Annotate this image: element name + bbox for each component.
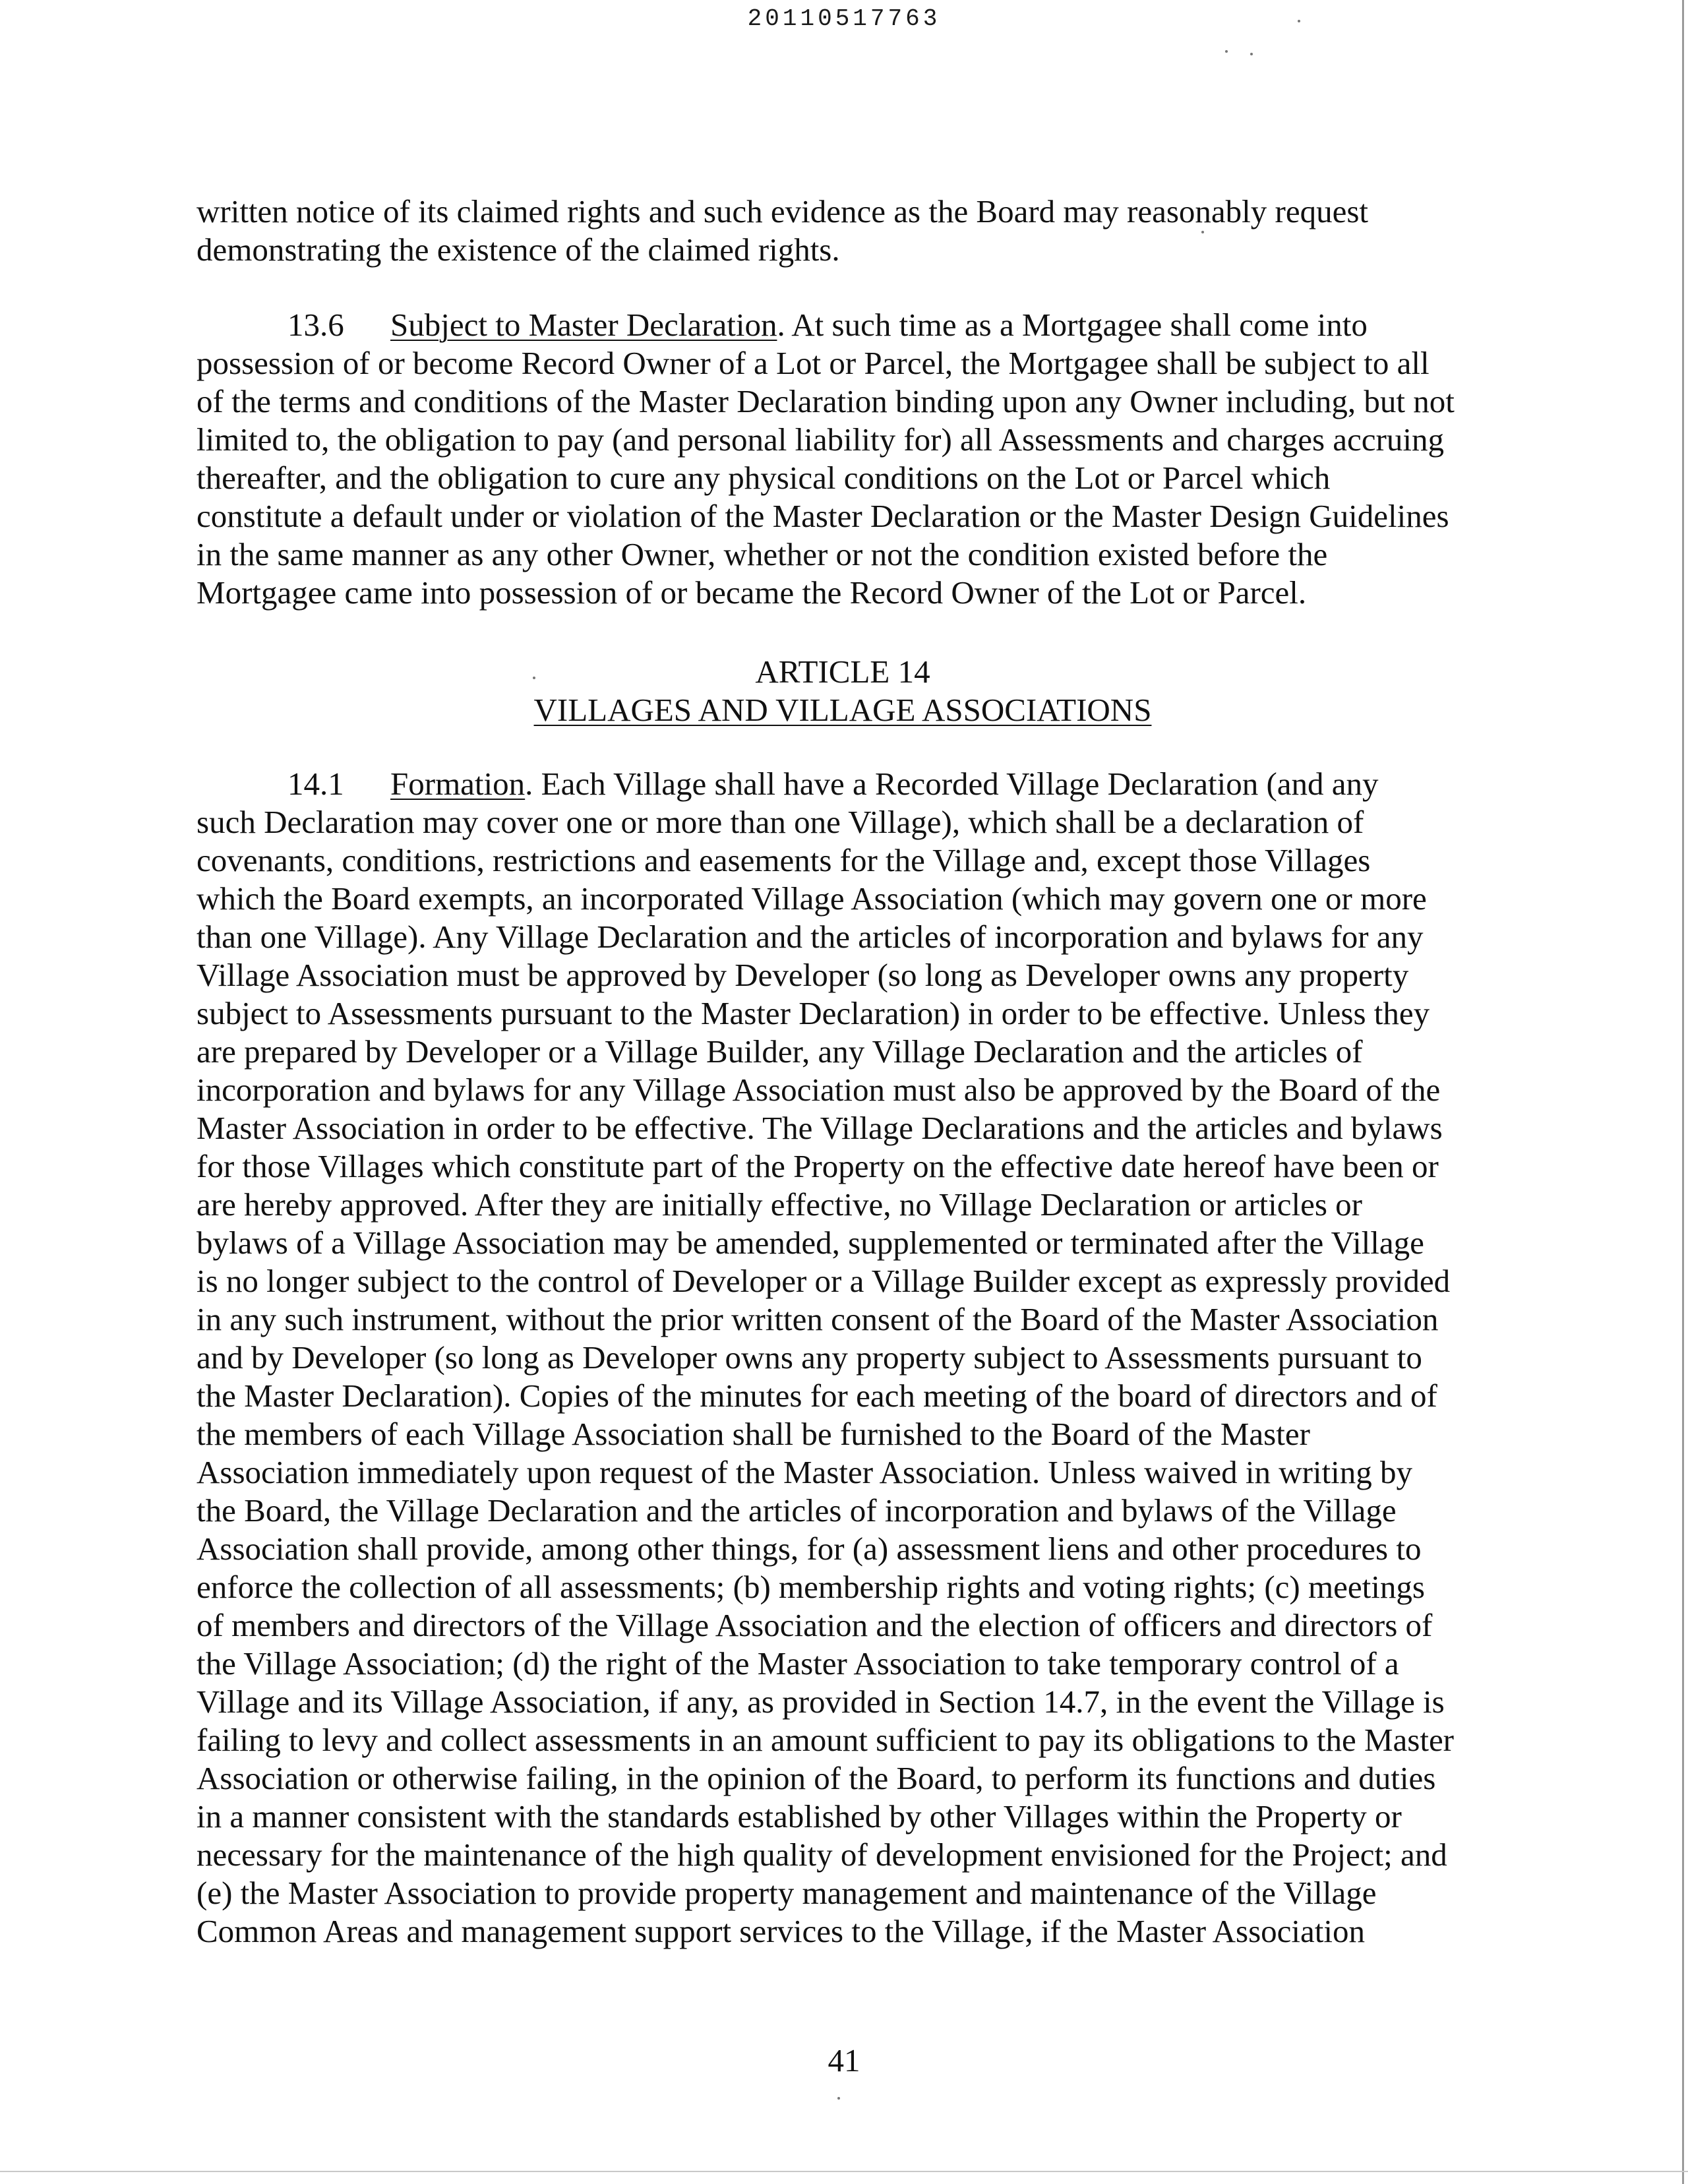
text-line: subject to Assessments pursuant to the Master Declaration) in order to be effective. Unless they (196, 995, 1430, 1031)
text-line: is no longer subject to the control of Developer or a Village Builder except as expressly provided (196, 1263, 1451, 1299)
section-14-1 (196, 765, 1489, 1951)
text-line: possession of or become Record Owner of a Lot or Parcel, the Mortgagee shall be subject to all (196, 345, 1430, 381)
text-line: (e) the Master Association to provide property management and maintenance of the Village (196, 1875, 1377, 1911)
section-number: 13.6 (287, 307, 344, 343)
text-line: of the terms and conditions of the Master Declaration binding upon any Owner including, but not (196, 383, 1455, 419)
paragraph-continuation (196, 193, 1489, 269)
text-line: in any such instrument, without the prior written consent of the Board of the Master Association (196, 1301, 1439, 1337)
text-line: the Board, the Village Declaration and the articles of incorporation and bylaws of the Village (196, 1492, 1397, 1529)
text-line: which the Board exempts, an incorporated Village Association (which may govern one or more (196, 880, 1427, 917)
text-line: Village Association must be approved by Developer (so long as Developer owns any property (196, 957, 1409, 993)
page-number: 41 (828, 2042, 860, 2078)
section-13-6 (196, 306, 1489, 612)
document-number: 20110517763 (747, 5, 941, 32)
scan-speck (837, 2097, 840, 2100)
text-line: thereafter, and the obligation to cure any physical conditions on the Lot or Parcel which (196, 460, 1331, 496)
scan-speck (1250, 53, 1253, 55)
text-line: Association shall provide, among other things, for (a) assessment liens and other procedures to (196, 1531, 1422, 1567)
text-line: written notice of its claimed rights and such evidence as the Board may reasonably request (196, 193, 1369, 229)
text-line: limited to, the obligation to pay (and personal liability for) all Assessments and charges accruing (196, 421, 1444, 458)
article-title-row (196, 691, 1489, 729)
article-title: VILLAGES AND VILLAGE ASSOCIATIONS (533, 692, 1152, 728)
text-line: the Master Declaration). Copies of the minutes for each meeting of the board of directors and of (196, 1378, 1437, 1414)
article-label: ARTICLE 14 (755, 653, 930, 690)
text-line: Mortgagee came into possession of or became the Record Owner of the Lot or Parcel. (196, 574, 1307, 611)
text-line: such Declaration may cover one or more than one Village), which shall be a declaration of (196, 804, 1364, 840)
text-line: are prepared by Developer or a Village Builder, any Village Declaration and the articles of (196, 1033, 1363, 1070)
text-line: constitute a default under or violation of the Master Declaration or the Master Design Guidelines (196, 498, 1449, 534)
text-line: Master Association in order to be effective. The Village Declarations and the articles and bylaws (196, 1110, 1443, 1146)
section-first-line-text: . Each Village shall have a Recorded Village Declaration (and any (525, 766, 1379, 802)
text-line: demonstrating the existence of the claimed rights. (196, 231, 840, 268)
text-line: and by Developer (so long as Developer owns any property subject to Assessments pursuant to (196, 1339, 1422, 1376)
text-line: covenants, conditions, restrictions and easements for the Village and, except those Villages (196, 842, 1371, 878)
text-line: in the same manner as any other Owner, whether or not the condition existed before the (196, 536, 1328, 572)
page-bottom-edge (0, 2171, 1688, 2172)
section-first-line-text: . At such time as a Mortgagee shall come into (777, 307, 1368, 343)
section-heading: Subject to Master Declaration (390, 307, 777, 343)
text-line: the members of each Village Association shall be furnished to the Board of the Master (196, 1416, 1310, 1452)
text-line: Village and its Village Association, if any, as provided in Section 14.7, in the event the Village is (196, 1684, 1445, 1720)
text-line: Association immediately upon request of the Master Association. Unless waived in writing by (196, 1454, 1412, 1490)
section-heading: Formation (390, 766, 526, 802)
text-line: for those Villages which constitute part of the Property on the effective date hereof have been or (196, 1148, 1439, 1184)
text-line: Common Areas and management support services to the Village, if the Master Association (196, 1913, 1366, 1949)
text-line: bylaws of a Village Association may be amended, supplemented or terminated after the Village (196, 1225, 1424, 1261)
text-line: than one Village). Any Village Declaration and the articles of incorporation and bylaws for any (196, 919, 1424, 955)
text-line: are hereby approved. After they are initially effective, no Village Declaration or articles or (196, 1186, 1362, 1223)
scan-speck (1225, 50, 1228, 53)
article-heading (196, 653, 1489, 729)
section-first-line (196, 765, 1489, 803)
page-right-edge (1682, 0, 1684, 2184)
text-line: the Village Association; (d) the right of the Master Association to take temporary control of a (196, 1645, 1399, 1682)
text-line: failing to levy and collect assessments in an amount sufficient to pay its obligations to the Master (196, 1722, 1455, 1758)
text-line: incorporation and bylaws for any Village Association must also be approved by the Board of the (196, 1072, 1441, 1108)
text-line: enforce the collection of all assessments; (b) membership rights and voting rights; (c) meetings (196, 1569, 1425, 1605)
section-first-line (196, 306, 1489, 344)
text-line: Association or otherwise failing, in the opinion of the Board, to perform its functions and duties (196, 1760, 1436, 1796)
text-line: in a manner consistent with the standards established by other Villages within the Property or (196, 1798, 1402, 1835)
section-number: 14.1 (287, 766, 344, 802)
text-line: of members and directors of the Village Association and the election of officers and directors of (196, 1607, 1433, 1643)
text-line: necessary for the maintenance of the high quality of development envisioned for the Project; and (196, 1836, 1447, 1873)
